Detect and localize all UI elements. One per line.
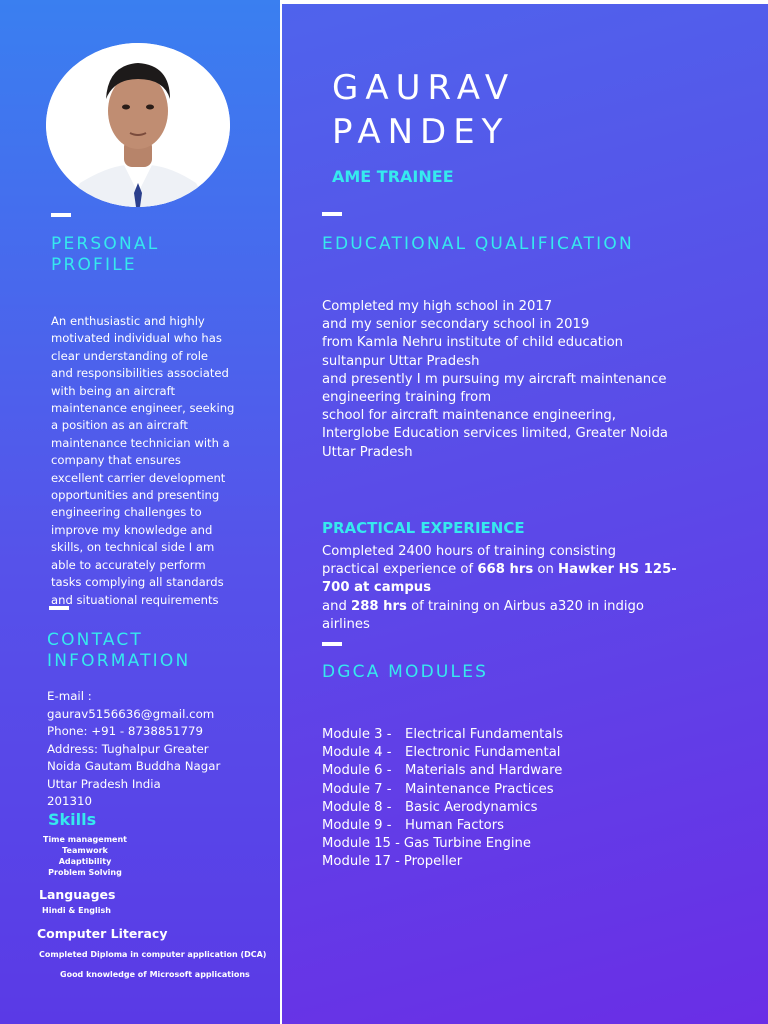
contact-details: E-mail : gaurav5156636@gmail.com Phone: +91 - 8738851779 Address: Tughalpur Greater Noida Gautam Buddha Nagar Uttar Pradesh India 201310 xyxy=(47,689,221,808)
experience-line: 700 at campus xyxy=(322,580,432,596)
module-item xyxy=(322,726,563,744)
experience-line xyxy=(322,561,762,579)
module-label: Module 6 - xyxy=(322,763,392,779)
module-label: Module 15 - xyxy=(322,836,400,852)
module-item xyxy=(322,835,563,853)
module-name: Human Factors xyxy=(405,818,504,834)
dgca-heading: DGCA MODULES xyxy=(322,662,489,682)
education-heading: EDUCATIONAL QUALIFICATION xyxy=(322,234,634,254)
module-label: Module 9 - xyxy=(322,818,392,834)
module-label: Module 4 - xyxy=(322,745,392,761)
module-item xyxy=(322,762,563,780)
experience-text xyxy=(322,543,762,634)
section-divider xyxy=(51,213,71,217)
module-name: Electrical Fundamentals xyxy=(405,727,563,742)
languages-heading: Languages xyxy=(39,887,116,902)
skill-item: Adaptibility xyxy=(58,857,112,866)
module-label: Module 17 - xyxy=(322,854,400,870)
experience-fragment: 288 hrs xyxy=(351,598,407,614)
module-item xyxy=(322,853,563,871)
personal-profile-text: An enthusiastic and highly motivated individual who has clear understanding of role and responsibilities associated with being an aircraft maintenance engineer, seeking a position as an aircraft maintenance technician with a company that ensures excellent carrier development opportunities and presenting engineering challenges to improve my knowledge and skills, on technical side I am able to accurately perform tasks complying all standards and situational requirements xyxy=(51,314,235,607)
module-name: Maintenance Practices xyxy=(405,781,554,797)
personal-profile-heading: PERSONAL PROFILE xyxy=(51,234,160,275)
module-label: Module 3 - xyxy=(322,727,392,742)
person-portrait-icon xyxy=(46,43,230,207)
module-name: Gas Turbine Engine xyxy=(403,836,531,852)
computer-literacy-heading: Computer Literacy xyxy=(37,926,168,941)
experience-line xyxy=(322,598,762,616)
module-item xyxy=(322,744,563,762)
module-label: Module 8 - xyxy=(322,799,392,815)
module-item xyxy=(322,817,563,835)
skills-list xyxy=(40,834,130,878)
dgca-module-list xyxy=(322,726,563,872)
skill-item: Teamwork xyxy=(62,846,108,855)
experience-fragment: on xyxy=(533,562,559,578)
skills-heading: Skills xyxy=(48,810,97,829)
module-label: Module 7 - xyxy=(322,781,392,797)
module-name: Propeller xyxy=(403,854,463,870)
section-divider xyxy=(49,606,69,610)
experience-fragment: Hawker HS 125- xyxy=(558,562,677,578)
experience-fragment: of training on Airbus a320 in indigo xyxy=(406,598,644,614)
profile-photo xyxy=(46,43,230,207)
computer-literacy-line: Completed Diploma in computer application (DCA) xyxy=(39,950,267,959)
module-name: Electronic Fundamental xyxy=(405,745,561,761)
module-item xyxy=(322,781,563,799)
computer-literacy-line: Good knowledge of Microsoft applications xyxy=(60,970,250,979)
candidate-role: AME TRAINEE xyxy=(332,167,454,186)
candidate-name: GAURAV PANDEY xyxy=(332,68,516,152)
section-divider xyxy=(322,642,342,646)
experience-line: airlines xyxy=(322,616,370,632)
languages-value: Hindi & English xyxy=(42,906,111,915)
module-name: Materials and Hardware xyxy=(405,763,563,779)
experience-line: Completed 2400 hours of training consisting xyxy=(322,544,616,559)
experience-fragment: practical experience of xyxy=(322,562,478,578)
section-divider xyxy=(322,212,342,216)
education-text: Completed my high school in 2017 and my senior secondary school in 2019 from Kamla Nehru institute of child education sultanpur Uttar Pradesh and presently I m pursuing my aircraft maintenance engineering training from school for aircraft maintenance engineering, Interglobe Education services limited, Greater Noida Uttar Pradesh xyxy=(322,299,669,460)
skill-item: Time management xyxy=(42,835,127,844)
experience-fragment: and xyxy=(322,598,352,614)
experience-fragment: 668 hrs xyxy=(477,562,534,578)
contact-heading: CONTACT INFORMATION xyxy=(47,630,191,671)
module-name: Basic Aerodynamics xyxy=(405,799,538,815)
skill-item: Problem Solving xyxy=(48,868,122,877)
module-item xyxy=(322,799,563,817)
experience-heading: PRACTICAL EXPERIENCE xyxy=(322,519,525,537)
